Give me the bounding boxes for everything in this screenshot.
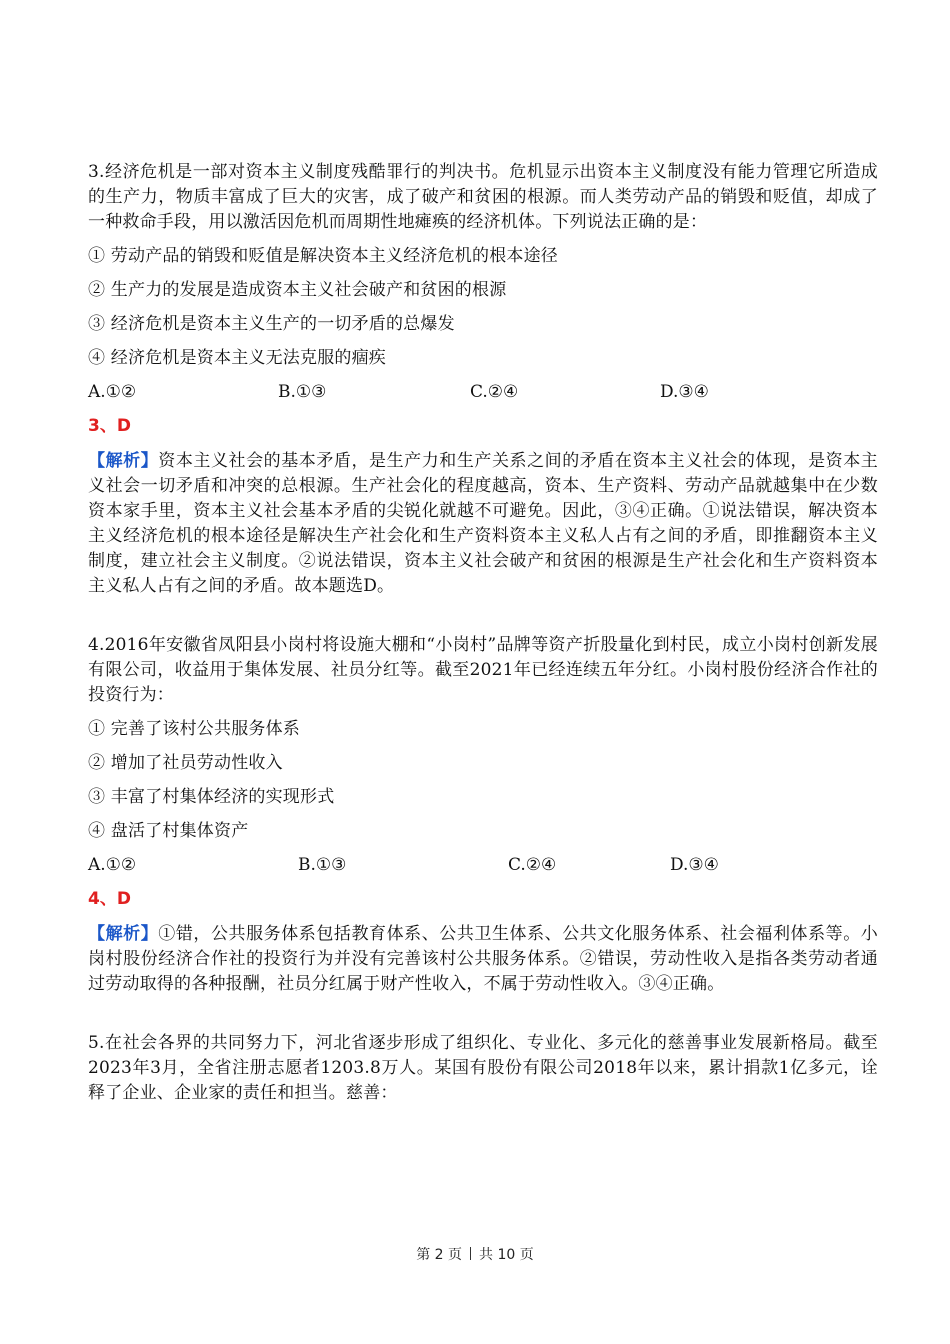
option-4: ④ 经济危机是资本主义无法克服的痼疾 [88, 348, 387, 368]
option-1: ① 劳动产品的销毁和贬值是解决资本主义经济危机的根本途径 [88, 246, 559, 266]
option-3: ③ 经济危机是资本主义生产的一切矛盾的总爆发 [88, 314, 455, 334]
question-3 [88, 160, 878, 599]
document-page [88, 160, 878, 1106]
analysis-text: ①错，公共服务体系包括教育体系、公共卫生体系、公共文化服务体系、社会福利体系等。小岗村股份经济合作社的投资行为并没有完善该村公共服务体系。②错误，劳动性收入是指各类劳动者通过劳动取得的各种报酬，社员分红属于财产性收入，不属于劳动性收入。③④正确。 [88, 924, 878, 994]
question-stem: 4.2016年安徽省凤阳县小岗村将设施大棚和“小岗村”品牌等资产折股量化到村民，成立小岗村创新发展有限公司，收益用于集体发展、社员分红等。截至2021年已经连续五年分红。小岗村股份经济合作社的投资行为： [88, 635, 878, 705]
answer-choices [88, 853, 878, 878]
page-number: 第 2 页 [416, 1247, 463, 1263]
analysis [88, 449, 878, 599]
choice-c: C.②④ [470, 382, 519, 402]
question-stem: 5.在社会各界的共同努力下，河北省逐步形成了组织化、专业化、多元化的慈善事业发展新格局。截至2023年3月，全省注册志愿者1203.8万人。某国有股份有限公司2018年以来，累计捐款1亿多元，诠释了企业、企业家的责任和担当。慈善： [88, 1033, 878, 1103]
option-3: ③ 丰富了村集体经济的实现形式 [88, 787, 335, 807]
answer-label: 4、D [88, 889, 131, 909]
option-2: ② 增加了社员劳动性收入 [88, 753, 283, 773]
question-4 [88, 633, 878, 997]
choice-d: D.③④ [670, 855, 719, 875]
analysis-tag: 【解析】 [88, 924, 159, 944]
choice-a: A.①② [88, 382, 137, 402]
option-1: ① 完善了该村公共服务体系 [88, 719, 301, 739]
footer-divider [470, 1247, 471, 1260]
answer-choices [88, 380, 878, 405]
option-4: ④ 盘活了村集体资产 [88, 821, 249, 841]
answer-label: 3、D [88, 416, 131, 436]
page-footer [0, 1244, 950, 1264]
choice-b: B.①③ [278, 382, 327, 402]
choice-a: A.①② [88, 855, 137, 875]
choice-b: B.①③ [298, 855, 347, 875]
choice-c: C.②④ [508, 855, 557, 875]
analysis-tag: 【解析】 [88, 451, 159, 471]
question-5 [88, 1031, 878, 1106]
analysis-text: 资本主义社会的基本矛盾，是生产力和生产关系之间的矛盾在资本主义社会的体现，是资本主义社会一切矛盾和冲突的总根源。生产社会化的程度越高，资本、生产资料、劳动产品就越集中在少数资本家手里，资本主义社会基本矛盾的尖锐化就越不可避免。因此，③④正确。①说法错误，解决资本主义经济危机的根本途径是解决生产社会化和生产资料资本主义私人占有之间的矛盾，即推翻资本主义制度，建立社会主义制度。②说法错误，资本主义社会破产和贫困的根源是生产社会化和生产资料资本主义私人占有之间的矛盾。故本题选D。 [88, 451, 878, 596]
analysis [88, 922, 878, 997]
choice-d: D.③④ [660, 382, 709, 402]
question-stem: 3.经济危机是一部对资本主义制度残酷罪行的判决书。危机显示出资本主义制度没有能力管理它所造成的生产力，物质丰富成了巨大的灾害，成了破产和贫困的根源。而人类劳动产品的销毁和贬值，却成了一种救命手段，用以激活因危机而周期性地瘫痪的经济机体。下列说法正确的是： [88, 162, 878, 232]
option-2: ② 生产力的发展是造成资本主义社会破产和贫困的根源 [88, 280, 507, 300]
page-total: 共 10 页 [479, 1247, 534, 1263]
